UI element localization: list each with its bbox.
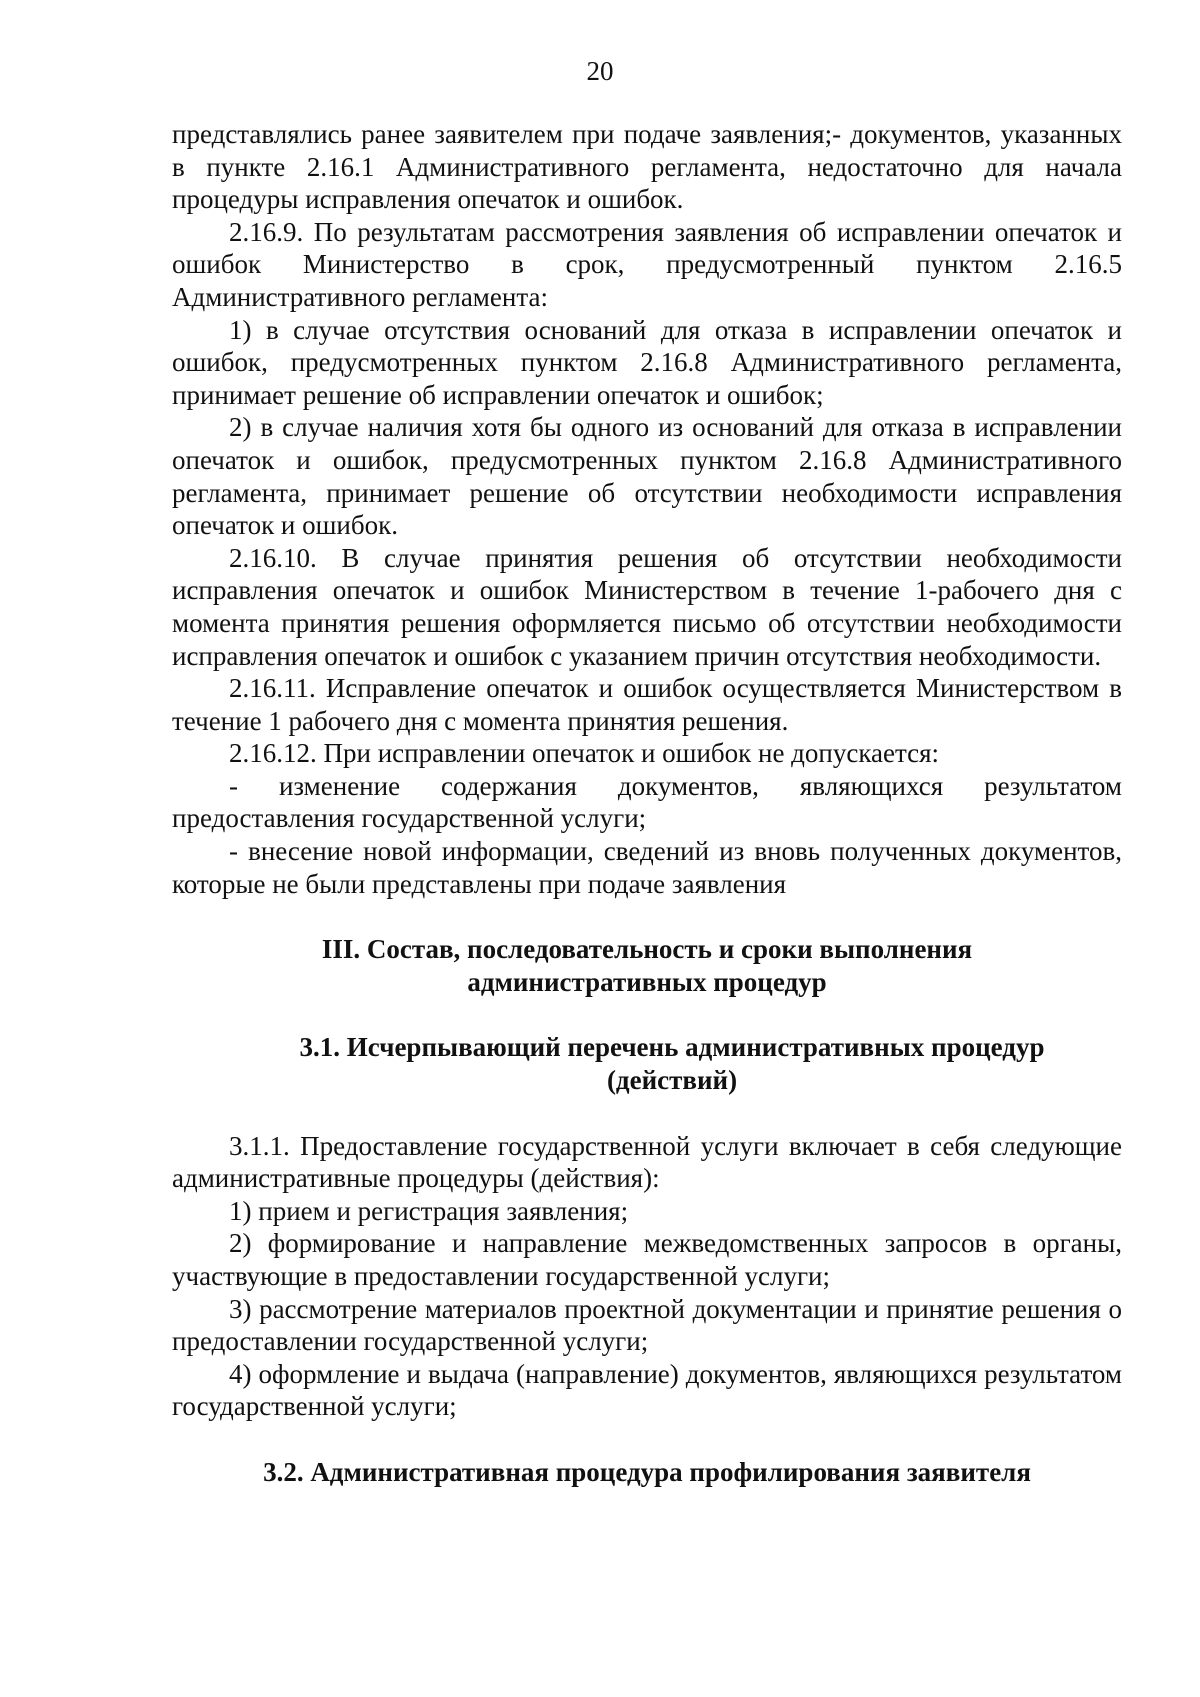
section-heading-III-line1: III. Состав, последовательность и сроки выполнения	[321, 934, 973, 965]
procedure-item-3: 3) рассмотрение материалов проектной документации и принятие решения о предоставлении государственной услуги;	[172, 1293, 1122, 1357]
page-number: 20	[586, 56, 614, 86]
section-heading-3-2: 3.2. Административная процедура профилирования заявителя	[263, 1456, 1031, 1487]
list-item-1: 1) в случае отсутствия оснований для отказа в исправлении опечаток и ошибок, предусмотренных пунктом 2.16.8 Административного регламента, принимает решение об исправлении опечаток и ошибок;	[172, 314, 1122, 410]
paragraph-2-16-11: 2.16.11. Исправление опечаток и ошибок осуществляется Министерством в течение 1 рабочего дня с момента принятия решения.	[172, 673, 1122, 736]
procedure-item-4: 4) оформление и выдача (направление) документов, являющихся результатом государственной услуги;	[172, 1358, 1122, 1422]
procedure-item-1: 1) прием и регистрация заявления;	[229, 1195, 629, 1226]
list-item-2: 2) в случае наличия хотя бы одного из оснований для отказа в исправлении опечаток и ошибок, предусмотренных пунктом 2.16.8 Административного регламента, принимает решение об отсутствии необходимости исправления опечаток и ошибок.	[172, 412, 1122, 541]
section-heading-III-line2: административных процедур	[467, 966, 827, 997]
paragraph-2-16-10: 2.16.10. В случае принятия решения об отсутствии необходимости исправления опечаток и ошибок Министерством в течение 1-рабочего дня с момента принятия решения оформляется письмо об отсутствии необходимости исправления опечаток и ошибок с указанием причин отсутствия необходимости.	[172, 542, 1122, 671]
section-heading-3-1-line1: 3.1. Исчерпывающий перечень административных процедур	[299, 1032, 1045, 1063]
dash-item-1: - изменение содержания документов, являющихся результатом предоставления государственной услуги;	[172, 770, 1122, 834]
dash-item-2: - внесение новой информации, сведений из вновь полученных документов, которые не были представлены при подаче заявления	[172, 836, 1122, 899]
paragraph-2-16-12: 2.16.12. При исправлении опечаток и ошибок не допускается:	[229, 738, 940, 769]
paragraph-2-16-9: 2.16.9. По результатам рассмотрения заявления об исправлении опечаток и ошибок Министерство в срок, предусмотренный пунктом 2.16.5 Административного регламента:	[172, 216, 1122, 312]
document-body	[172, 118, 1122, 1489]
section-heading-3-1-line2: (действий)	[606, 1065, 738, 1096]
procedure-item-2: 2) формирование и направление межведомственных запросов в органы, участвующие в предоставлении государственной услуги;	[172, 1228, 1122, 1291]
section-heading-III	[172, 933, 1122, 998]
paragraph-continuation: представлялись ранее заявителем при подаче заявления;- документов, указанных в пункте 2.16.1 Административного регламента, недостаточно для начала процедуры исправления опечаток и ошибок.	[172, 119, 1122, 215]
paragraph-3-1-1: 3.1.1. Предоставление государственной услуги включает в себя следующие административные процедуры (действия):	[172, 1130, 1122, 1194]
section-heading-3-1	[172, 1031, 1122, 1096]
